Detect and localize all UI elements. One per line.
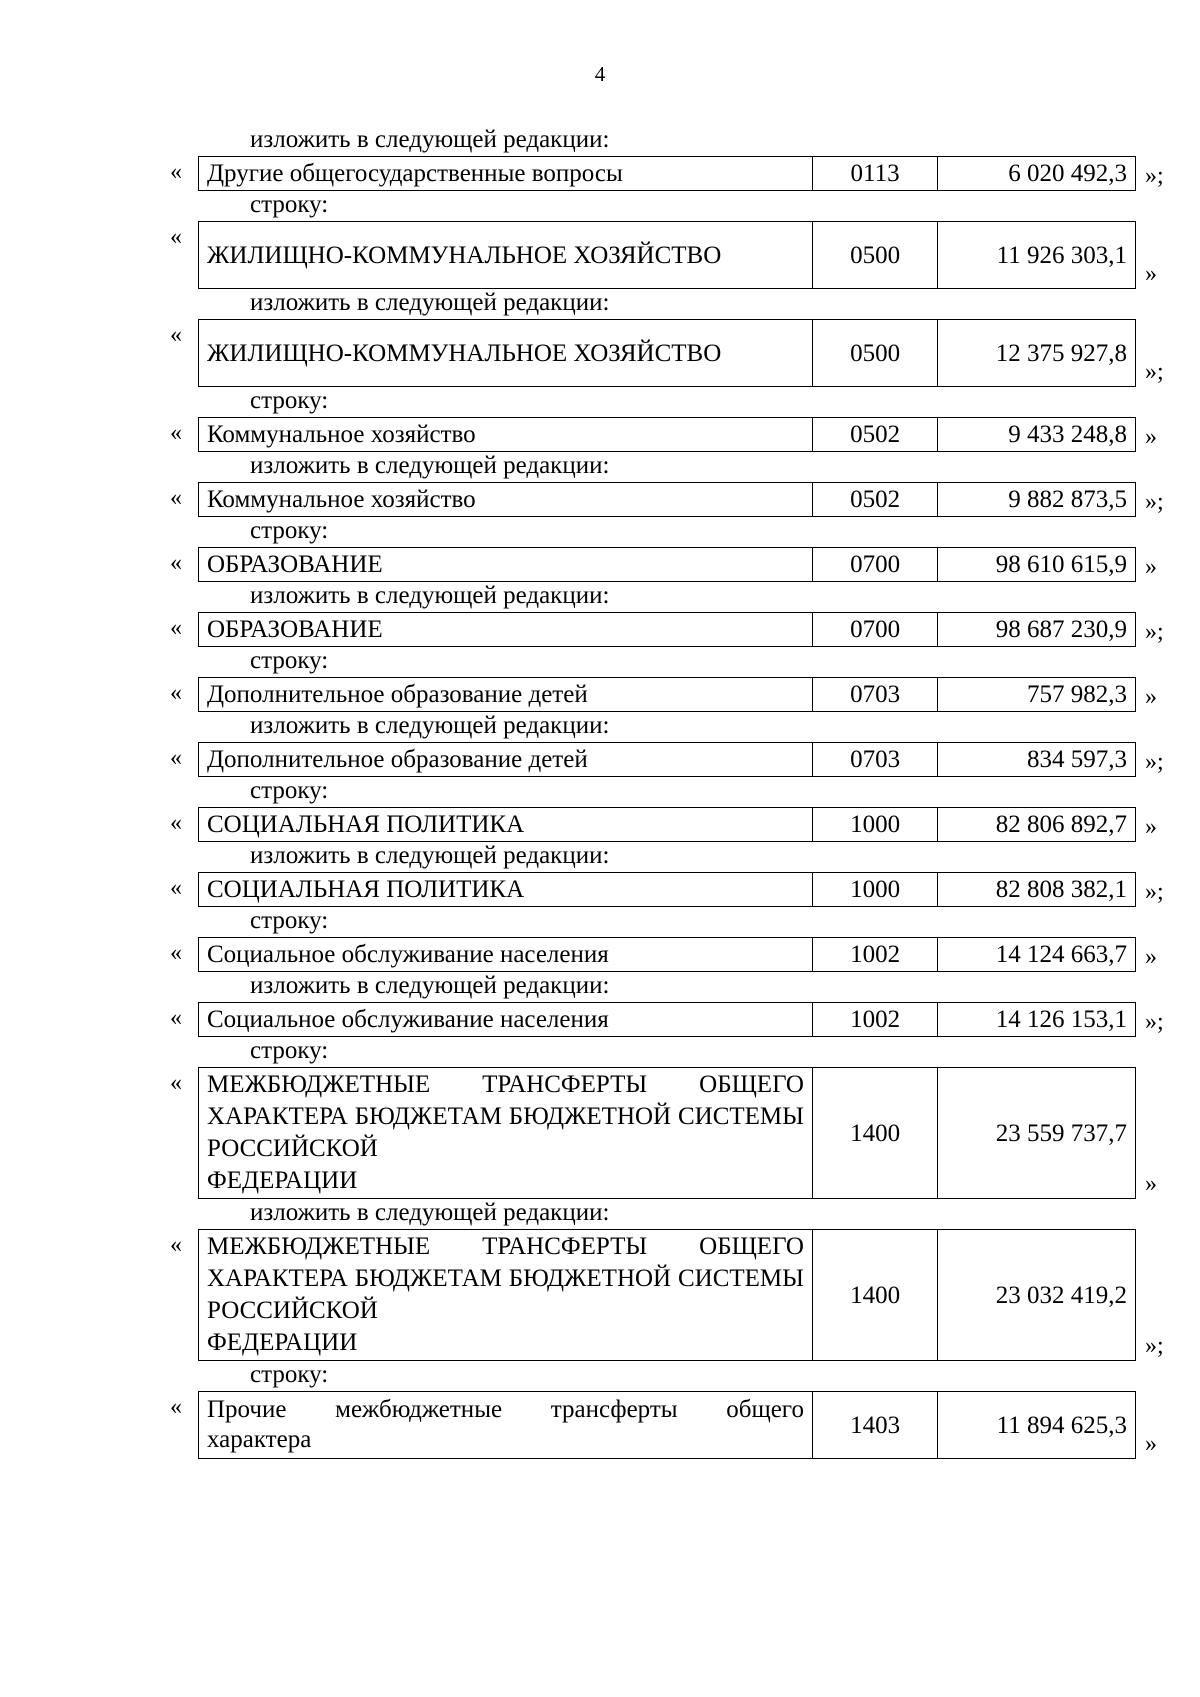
- section-code: 0700: [812, 613, 937, 647]
- amount-value: 14 124 663,7: [938, 938, 1136, 972]
- budget-line-table: [198, 937, 1136, 972]
- line-name: Дополнительное образование детей: [199, 678, 813, 712]
- section-code: 0700: [812, 548, 937, 582]
- section-code: 0703: [812, 743, 937, 777]
- section-code: 0113: [812, 157, 937, 191]
- line-name-last: характера: [207, 1426, 312, 1453]
- line-name-text: МЕЖБЮДЖЕТНЫЕ ТРАНСФЕРТЫ ОБЩЕГО ХАРАКТЕРА БЮДЖЕТАМ БЮДЖЕТНОЙ СИСТЕМЫ РОССИЙСКОЙ: [207, 1233, 804, 1324]
- budget-line-table: [198, 612, 1136, 647]
- amount-value: 9 882 873,5: [938, 483, 1136, 517]
- open-quote: «: [170, 1005, 182, 1031]
- amount-value: 834 597,3: [938, 743, 1136, 777]
- open-quote: «: [170, 322, 182, 348]
- close-quote: »;: [1145, 1333, 1164, 1359]
- line-name-last: ФЕДЕРАЦИИ: [207, 1329, 358, 1356]
- close-quote: »: [1145, 1171, 1157, 1197]
- close-quote: »: [1145, 424, 1157, 450]
- table-row: [0, 1391, 1200, 1459]
- directive-text: изложить в следующей редакции:: [250, 712, 610, 739]
- open-quote: «: [170, 224, 182, 250]
- directive-text: строку:: [250, 907, 329, 934]
- close-quote: »;: [1145, 489, 1164, 515]
- section-code: 1403: [812, 1392, 937, 1459]
- line-name: Другие общегосударственные вопросы: [199, 157, 813, 191]
- section-code: 1000: [812, 873, 937, 907]
- document-body: [0, 126, 1200, 1459]
- amount-value: 14 126 153,1: [938, 1003, 1136, 1037]
- amount-value: 82 808 382,1: [938, 873, 1136, 907]
- amount-value: 757 982,3: [938, 678, 1136, 712]
- budget-line-table: [198, 1391, 1136, 1459]
- amount-value: 9 433 248,8: [938, 418, 1136, 452]
- section-code: 1400: [812, 1068, 937, 1199]
- open-quote: «: [170, 615, 182, 641]
- table-row: [0, 319, 1200, 387]
- close-quote: »: [1145, 944, 1157, 970]
- open-quote: «: [170, 810, 182, 836]
- amount-value: 23 559 737,7: [938, 1068, 1136, 1199]
- table-row: [0, 677, 1200, 712]
- line-name-text: Прочие межбюджетные трансферты общего: [207, 1396, 804, 1423]
- directive-text: строку:: [250, 777, 329, 804]
- open-quote: «: [170, 745, 182, 771]
- section-code: 0703: [812, 678, 937, 712]
- open-quote: «: [170, 1394, 182, 1420]
- table-row: [0, 742, 1200, 777]
- table-row: [0, 1229, 1200, 1361]
- close-quote: »;: [1145, 619, 1164, 645]
- budget-line-table: [198, 872, 1136, 907]
- open-quote: «: [170, 875, 182, 901]
- line-name: ОБРАЗОВАНИЕ: [199, 548, 813, 582]
- table-row: [0, 1002, 1200, 1037]
- table-row: [0, 807, 1200, 842]
- close-quote: »: [1145, 684, 1157, 710]
- budget-line-table: [198, 482, 1136, 517]
- directive-text: строку:: [250, 517, 329, 544]
- budget-line-table: [198, 1229, 1136, 1361]
- table-row: [0, 612, 1200, 647]
- close-quote: »;: [1145, 879, 1164, 905]
- amount-value: 98 610 615,9: [938, 548, 1136, 582]
- directive-text: изложить в следующей редакции:: [250, 582, 610, 609]
- section-code: 1400: [812, 1230, 937, 1361]
- directive-text: строку:: [250, 191, 329, 218]
- close-quote: »;: [1145, 1009, 1164, 1035]
- table-row: [0, 482, 1200, 517]
- directive-text: изложить в следующей редакции:: [250, 126, 610, 153]
- open-quote: «: [170, 1232, 182, 1258]
- open-quote: «: [170, 420, 182, 446]
- open-quote: «: [170, 550, 182, 576]
- close-quote: »: [1145, 1431, 1157, 1457]
- close-quote: »: [1145, 261, 1157, 287]
- directive-text: изложить в следующей редакции:: [250, 842, 610, 869]
- table-row: [0, 872, 1200, 907]
- close-quote: »: [1145, 814, 1157, 840]
- amount-value: 11 894 625,3: [938, 1392, 1136, 1459]
- section-code: 1002: [812, 1003, 937, 1037]
- table-row: [0, 937, 1200, 972]
- close-quote: »;: [1145, 749, 1164, 775]
- page-number: 4: [594, 62, 606, 86]
- line-name: СОЦИАЛЬНАЯ ПОЛИТИКА: [199, 873, 813, 907]
- close-quote: »;: [1145, 163, 1164, 189]
- line-name: ОБРАЗОВАНИЕ: [199, 613, 813, 647]
- amount-value: 23 032 419,2: [938, 1230, 1136, 1361]
- line-name: [199, 1230, 813, 1361]
- directive-text: изложить в следующей редакции:: [250, 1199, 610, 1226]
- close-quote: »: [1145, 554, 1157, 580]
- amount-value: 12 375 927,8: [938, 320, 1136, 387]
- budget-line-table: [198, 221, 1136, 289]
- line-name: ЖИЛИЩНО-КОММУНАЛЬНОЕ ХОЗЯЙСТВО: [199, 320, 813, 387]
- open-quote: «: [170, 1070, 182, 1096]
- budget-line-table: [198, 1002, 1136, 1037]
- section-code: 0500: [812, 222, 937, 289]
- line-name: [199, 1068, 813, 1199]
- amount-value: 82 806 892,7: [938, 808, 1136, 842]
- table-row: [0, 221, 1200, 289]
- line-name: ЖИЛИЩНО-КОММУНАЛЬНОЕ ХОЗЯЙСТВО: [199, 222, 813, 289]
- directive-text: строку:: [250, 1037, 329, 1064]
- line-name: Социальное обслуживание населения: [199, 1003, 813, 1037]
- directive-text: изложить в следующей редакции:: [250, 289, 610, 316]
- table-row: [0, 1067, 1200, 1199]
- open-quote: «: [170, 680, 182, 706]
- directive-text: строку:: [250, 1361, 329, 1388]
- directive-text: строку:: [250, 647, 329, 674]
- section-code: 1002: [812, 938, 937, 972]
- section-code: 0500: [812, 320, 937, 387]
- line-name: Коммунальное хозяйство: [199, 418, 813, 452]
- line-name-text: МЕЖБЮДЖЕТНЫЕ ТРАНСФЕРТЫ ОБЩЕГО ХАРАКТЕРА БЮДЖЕТАМ БЮДЖЕТНОЙ СИСТЕМЫ РОССИЙСКОЙ: [207, 1071, 804, 1162]
- directive-text: изложить в следующей редакции:: [250, 972, 610, 999]
- line-name: СОЦИАЛЬНАЯ ПОЛИТИКА: [199, 808, 813, 842]
- line-name: Дополнительное образование детей: [199, 743, 813, 777]
- close-quote: »;: [1145, 359, 1164, 385]
- line-name: Социальное обслуживание населения: [199, 938, 813, 972]
- table-row: [0, 156, 1200, 191]
- section-code: 1000: [812, 808, 937, 842]
- budget-line-table: [198, 547, 1136, 582]
- table-row: [0, 547, 1200, 582]
- directive-text: изложить в следующей редакции:: [250, 452, 610, 479]
- line-name-last: ФЕДЕРАЦИИ: [207, 1167, 358, 1194]
- open-quote: «: [170, 940, 182, 966]
- amount-value: 6 020 492,3: [938, 157, 1136, 191]
- section-code: 0502: [812, 483, 937, 517]
- budget-line-table: [198, 319, 1136, 387]
- amount-value: 11 926 303,1: [938, 222, 1136, 289]
- open-quote: «: [170, 159, 182, 185]
- line-name: [199, 1392, 813, 1459]
- budget-line-table: [198, 1067, 1136, 1199]
- open-quote: «: [170, 485, 182, 511]
- section-code: 0502: [812, 418, 937, 452]
- budget-line-table: [198, 417, 1136, 452]
- line-name: Коммунальное хозяйство: [199, 483, 813, 517]
- budget-line-table: [198, 156, 1136, 191]
- table-row: [0, 417, 1200, 452]
- budget-line-table: [198, 677, 1136, 712]
- amount-value: 98 687 230,9: [938, 613, 1136, 647]
- budget-line-table: [198, 742, 1136, 777]
- directive-text: строку:: [250, 387, 329, 414]
- budget-line-table: [198, 807, 1136, 842]
